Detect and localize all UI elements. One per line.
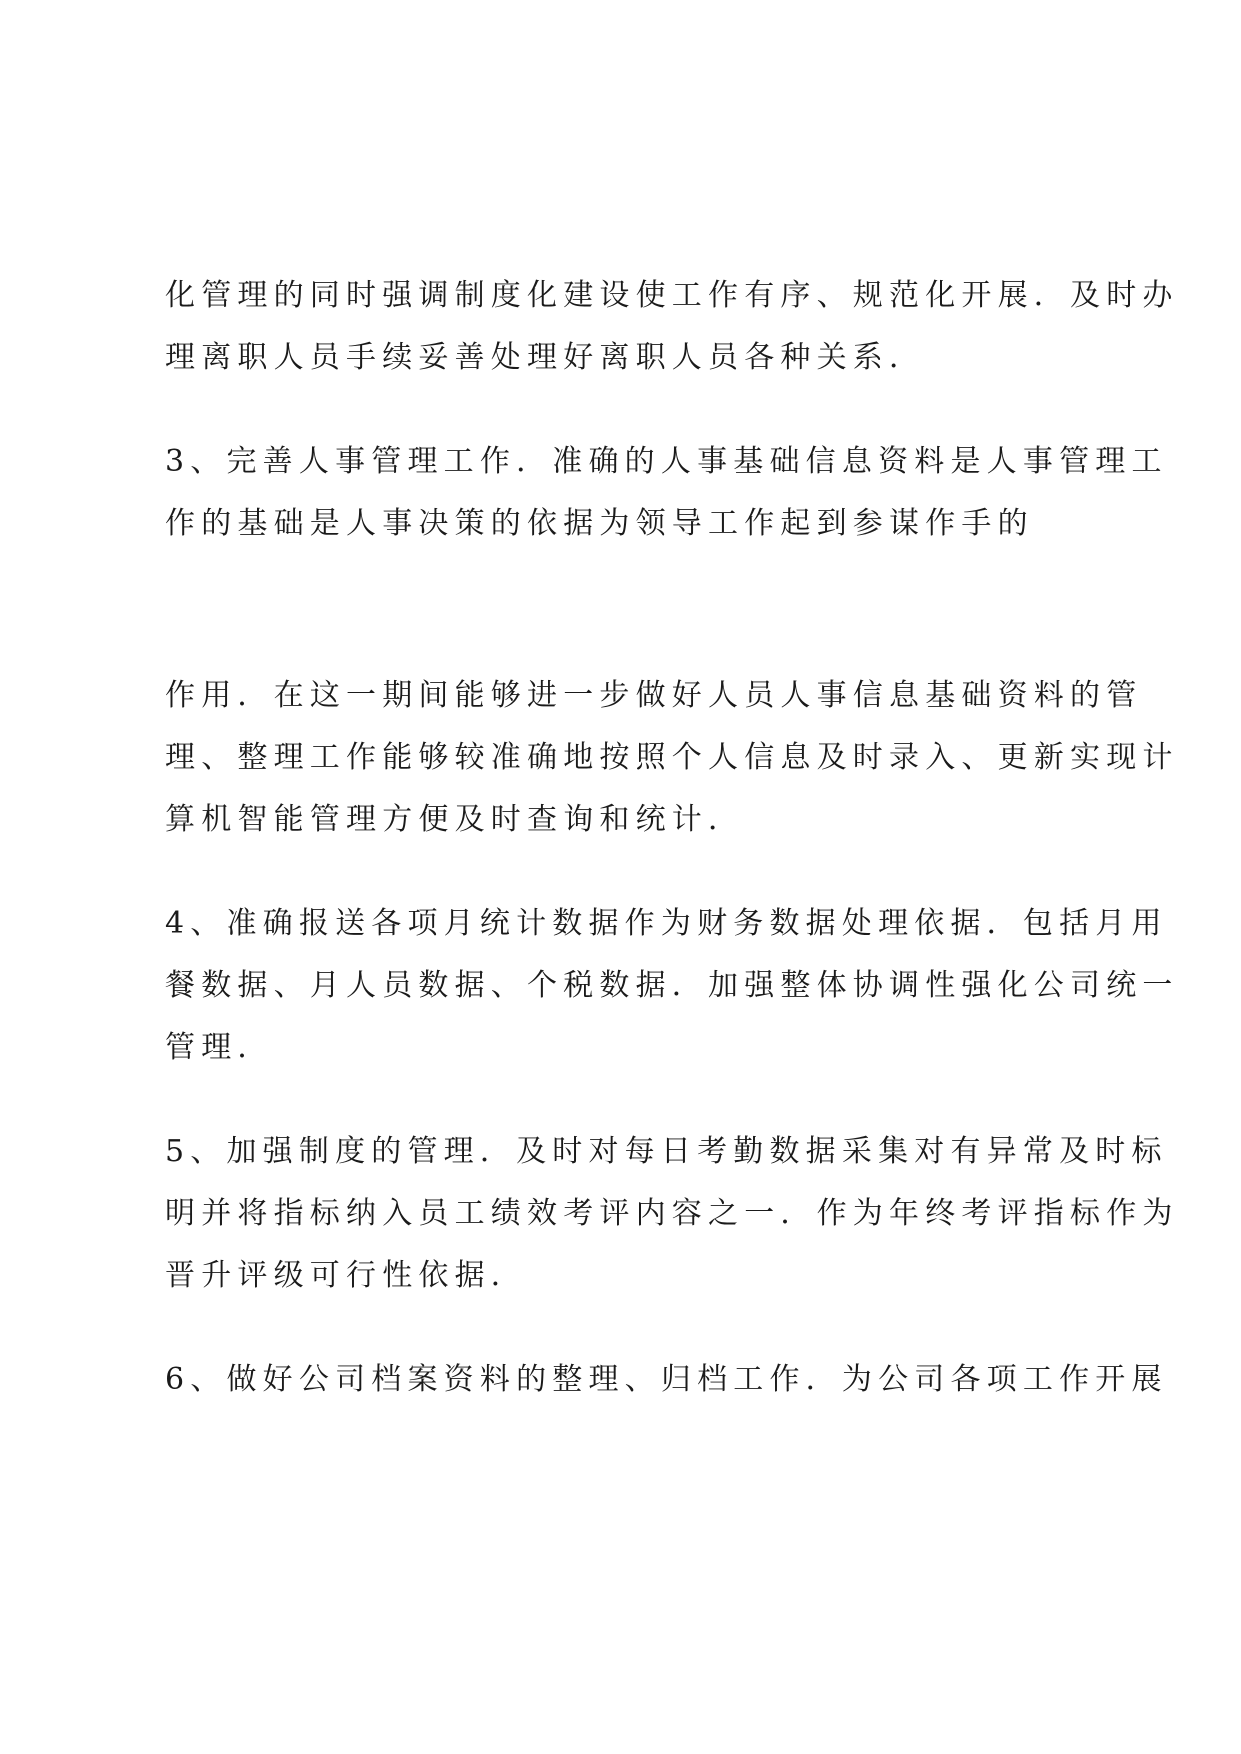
- text-line: 理、整理工作能够较准确地按照个人信息及时录入、更新实现计: [165, 740, 1179, 775]
- text-line: 明并将指标纳入员工绩效考评内容之一．作为年终考评指标作为: [165, 1196, 1179, 1231]
- paragraph-item-6: [165, 1349, 1168, 1411]
- text-line: 晋升评级可行性依据．: [165, 1258, 527, 1293]
- paragraph-item-5: [165, 1121, 1179, 1307]
- text-line: 理离职人员手续妥善处理好离职人员各种关系．: [165, 340, 926, 375]
- text-line: 算机智能管理方便及时查询和统计．: [165, 802, 745, 837]
- text-line: 管理．: [165, 1030, 274, 1065]
- text-line: 餐数据、月人员数据、个税数据．加强整体协调性强化公司统一: [165, 968, 1179, 1003]
- text-line: 化管理的同时强调制度化建设使工作有序、规范化开展．及时办: [165, 278, 1179, 313]
- text-line: 6、做好公司档案资料的整理、归档工作．为公司各项工作开展: [165, 1362, 1168, 1397]
- text-line: 3、完善人事管理工作．准确的人事基础信息资料是人事管理工: [165, 444, 1168, 479]
- text-line: 作用．在这一期间能够进一步做好人员人事信息基础资料的管: [165, 678, 1143, 713]
- paragraph-resignation-handling: [165, 265, 1179, 389]
- paragraph-item-3-continued: [165, 665, 1179, 851]
- paragraph-item-3: [165, 431, 1168, 555]
- text-line: 4、准确报送各项月统计数据作为财务数据处理依据．包括月用: [165, 906, 1168, 941]
- text-line: 5、加强制度的管理．及时对每日考勤数据采集对有异常及时标: [165, 1134, 1168, 1169]
- paragraph-item-4: [165, 893, 1179, 1079]
- text-line: 作的基础是人事决策的依据为领导工作起到参谋作手的: [165, 506, 1034, 541]
